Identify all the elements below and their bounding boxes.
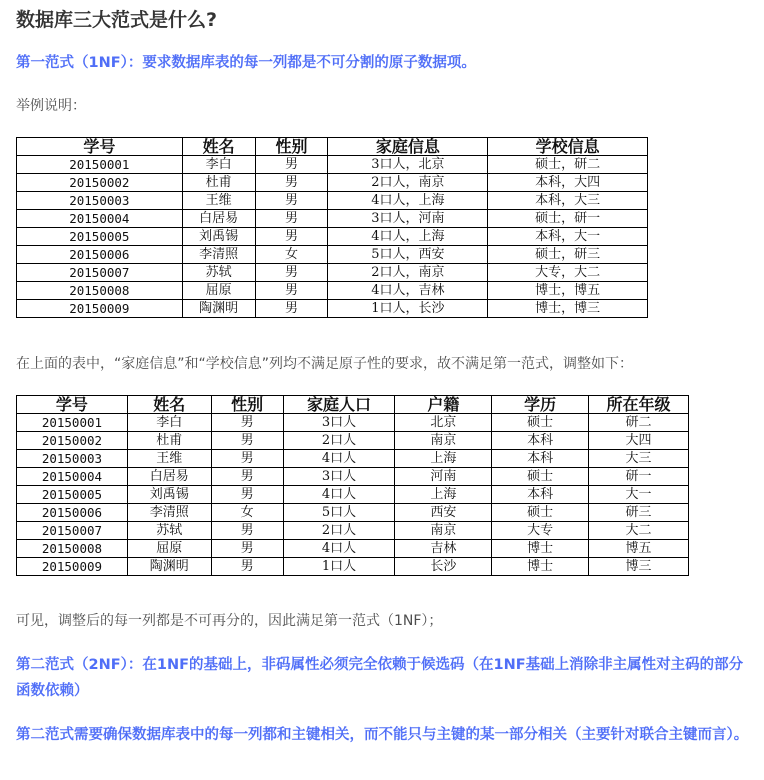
table-row xyxy=(17,192,648,210)
table-cell: 硕士 xyxy=(492,468,589,486)
column-header: 性别 xyxy=(255,138,328,156)
table-row xyxy=(17,246,648,264)
table-cell: 男 xyxy=(211,414,283,432)
table-cell: 1口人，长沙 xyxy=(328,300,488,318)
table-cell: 4口人 xyxy=(283,450,395,468)
table-cell: 西安 xyxy=(395,504,492,522)
table-cell: 刘禹锡 xyxy=(182,228,255,246)
explain-text: 在上面的表中，“家庭信息”和“学校信息”列均不满足原子性的要求，故不满足第一范式，调整如下： xyxy=(16,356,634,372)
table-cell: 上海 xyxy=(395,486,492,504)
table-cell: 大四 xyxy=(589,432,689,450)
column-header: 姓名 xyxy=(182,138,255,156)
table-cell: 男 xyxy=(211,450,283,468)
nf1-heading: 第一范式（1NF）：要求数据库表的每一列都是不可分割的原子数据项。 xyxy=(16,55,476,71)
table-cell: 20150009 xyxy=(17,558,128,576)
table-cell: 20150002 xyxy=(17,174,183,192)
table-row xyxy=(17,486,689,504)
table-cell: 5口人 xyxy=(283,504,395,522)
table-cell: 李清照 xyxy=(182,246,255,264)
table-cell: 4口人 xyxy=(283,540,395,558)
table-cell: 博三 xyxy=(589,558,689,576)
column-header: 姓名 xyxy=(127,396,211,414)
table-cell: 男 xyxy=(211,468,283,486)
table-cell: 河南 xyxy=(395,468,492,486)
table-cell: 南京 xyxy=(395,432,492,450)
table-cell: 20150002 xyxy=(17,432,128,450)
table-cell: 杜甫 xyxy=(182,174,255,192)
table-cell: 男 xyxy=(211,540,283,558)
table-cell: 20150004 xyxy=(17,210,183,228)
table-row xyxy=(17,300,648,318)
table-cell: 硕士，研三 xyxy=(488,246,648,264)
table-row xyxy=(17,264,648,282)
table-cell: 陶渊明 xyxy=(182,300,255,318)
table-cell: 吉林 xyxy=(395,540,492,558)
table-cell: 大专 xyxy=(492,522,589,540)
table-cell: 硕士，研一 xyxy=(488,210,648,228)
table-row xyxy=(17,228,648,246)
table-cell: 大专，大二 xyxy=(488,264,648,282)
table-cell: 1口人 xyxy=(283,558,395,576)
table-cell: 博士 xyxy=(492,558,589,576)
table-cell: 20150003 xyxy=(17,450,128,468)
table-cell: 王维 xyxy=(127,450,211,468)
table-cell: 男 xyxy=(211,432,283,450)
table-cell: 研三 xyxy=(589,504,689,522)
column-header: 学号 xyxy=(17,138,183,156)
table-row xyxy=(17,282,648,300)
column-header: 学历 xyxy=(492,396,589,414)
table-row xyxy=(17,540,689,558)
table-cell: 硕士，研二 xyxy=(488,156,648,174)
table-cell: 男 xyxy=(255,282,328,300)
table-cell: 本科，大三 xyxy=(488,192,648,210)
table-cell: 北京 xyxy=(395,414,492,432)
table-cell: 5口人，西安 xyxy=(328,246,488,264)
table-normalized xyxy=(16,395,689,576)
table-cell: 研二 xyxy=(589,414,689,432)
nf2-heading: 第二范式（2NF）：在1NF的基础上，非码属性必须完全依赖于候选码（在1NF基础上消除非主属性对主码的部分函数依赖） xyxy=(16,657,744,699)
table-cell: 长沙 xyxy=(395,558,492,576)
column-header: 家庭人口 xyxy=(283,396,395,414)
table-cell: 20150008 xyxy=(17,540,128,558)
table-row xyxy=(17,414,689,432)
table-row xyxy=(17,558,689,576)
table-cell: 上海 xyxy=(395,450,492,468)
table-cell: 2口人 xyxy=(283,432,395,450)
table-cell: 20150006 xyxy=(17,504,128,522)
table-cell: 4口人，吉林 xyxy=(328,282,488,300)
table-cell: 苏轼 xyxy=(127,522,211,540)
table-cell: 博士，博五 xyxy=(488,282,648,300)
table-cell: 男 xyxy=(211,522,283,540)
table-cell: 硕士 xyxy=(492,414,589,432)
column-header: 家庭信息 xyxy=(328,138,488,156)
table-header-row xyxy=(17,138,648,156)
table-cell: 博士，博三 xyxy=(488,300,648,318)
table-row xyxy=(17,432,689,450)
table-cell: 李白 xyxy=(182,156,255,174)
table-original xyxy=(16,137,648,318)
table-cell: 男 xyxy=(255,174,328,192)
table-cell: 陶渊明 xyxy=(127,558,211,576)
column-header: 所在年级 xyxy=(589,396,689,414)
table-cell: 屈原 xyxy=(182,282,255,300)
conclusion-text: 可见，调整后的每一列都是不可再分的，因此满足第一范式（1NF）； xyxy=(16,613,443,629)
table-cell: 20150008 xyxy=(17,282,183,300)
column-header: 学校信息 xyxy=(488,138,648,156)
table-cell: 苏轼 xyxy=(182,264,255,282)
table-cell: 博五 xyxy=(589,540,689,558)
table-cell: 男 xyxy=(255,192,328,210)
column-header: 学号 xyxy=(17,396,128,414)
table-cell: 20150001 xyxy=(17,156,183,174)
table-cell: 20150004 xyxy=(17,468,128,486)
table-cell: 2口人，南京 xyxy=(328,174,488,192)
table-cell: 男 xyxy=(255,210,328,228)
table-cell: 4口人 xyxy=(283,486,395,504)
page-title: 数据库三大范式是什么? xyxy=(16,9,218,31)
table-row xyxy=(17,156,648,174)
table-cell: 4口人，上海 xyxy=(328,228,488,246)
table-cell: 男 xyxy=(211,558,283,576)
table-cell: 20150005 xyxy=(17,486,128,504)
table-cell: 大三 xyxy=(589,450,689,468)
table-cell: 3口人，河南 xyxy=(328,210,488,228)
table-cell: 20150009 xyxy=(17,300,183,318)
table-cell: 李白 xyxy=(127,414,211,432)
table-row xyxy=(17,210,648,228)
table-cell: 本科 xyxy=(492,432,589,450)
table-cell: 男 xyxy=(255,156,328,174)
table-cell: 白居易 xyxy=(182,210,255,228)
table-cell: 大一 xyxy=(589,486,689,504)
table-cell: 男 xyxy=(255,264,328,282)
column-header: 性别 xyxy=(211,396,283,414)
table-cell: 屈原 xyxy=(127,540,211,558)
table-cell: 李清照 xyxy=(127,504,211,522)
table-cell: 20150006 xyxy=(17,246,183,264)
table-cell: 南京 xyxy=(395,522,492,540)
table-row xyxy=(17,174,648,192)
table-cell: 硕士 xyxy=(492,504,589,522)
table-cell: 研一 xyxy=(589,468,689,486)
table-cell: 20150007 xyxy=(17,264,183,282)
table-cell: 20150003 xyxy=(17,192,183,210)
table-cell: 20150007 xyxy=(17,522,128,540)
table-row xyxy=(17,450,689,468)
table-cell: 本科 xyxy=(492,486,589,504)
nf2-detail: 第二范式需要确保数据库表中的每一列都和主键相关，而不能只与主键的某一部分相关（主要针对联合主键而言）。 xyxy=(16,727,749,743)
table-cell: 本科 xyxy=(492,450,589,468)
table-cell: 3口人，北京 xyxy=(328,156,488,174)
table-header-row xyxy=(17,396,689,414)
table-row xyxy=(17,522,689,540)
table-cell: 男 xyxy=(255,300,328,318)
table-row xyxy=(17,468,689,486)
table-cell: 白居易 xyxy=(127,468,211,486)
table-cell: 大二 xyxy=(589,522,689,540)
table-cell: 2口人 xyxy=(283,522,395,540)
table-cell: 2口人，南京 xyxy=(328,264,488,282)
table-cell: 3口人 xyxy=(283,414,395,432)
table-cell: 本科，大一 xyxy=(488,228,648,246)
table-cell: 女 xyxy=(211,504,283,522)
example-label: 举例说明： xyxy=(16,98,86,114)
table-cell: 男 xyxy=(255,228,328,246)
table-cell: 男 xyxy=(211,486,283,504)
table-cell: 博士 xyxy=(492,540,589,558)
table-cell: 20150001 xyxy=(17,414,128,432)
table-cell: 刘禹锡 xyxy=(127,486,211,504)
table-cell: 4口人，上海 xyxy=(328,192,488,210)
table-cell: 本科，大四 xyxy=(488,174,648,192)
table-row xyxy=(17,504,689,522)
table-cell: 20150005 xyxy=(17,228,183,246)
table-cell: 杜甫 xyxy=(127,432,211,450)
table-cell: 王维 xyxy=(182,192,255,210)
table-cell: 女 xyxy=(255,246,328,264)
table-cell: 3口人 xyxy=(283,468,395,486)
column-header: 户籍 xyxy=(395,396,492,414)
